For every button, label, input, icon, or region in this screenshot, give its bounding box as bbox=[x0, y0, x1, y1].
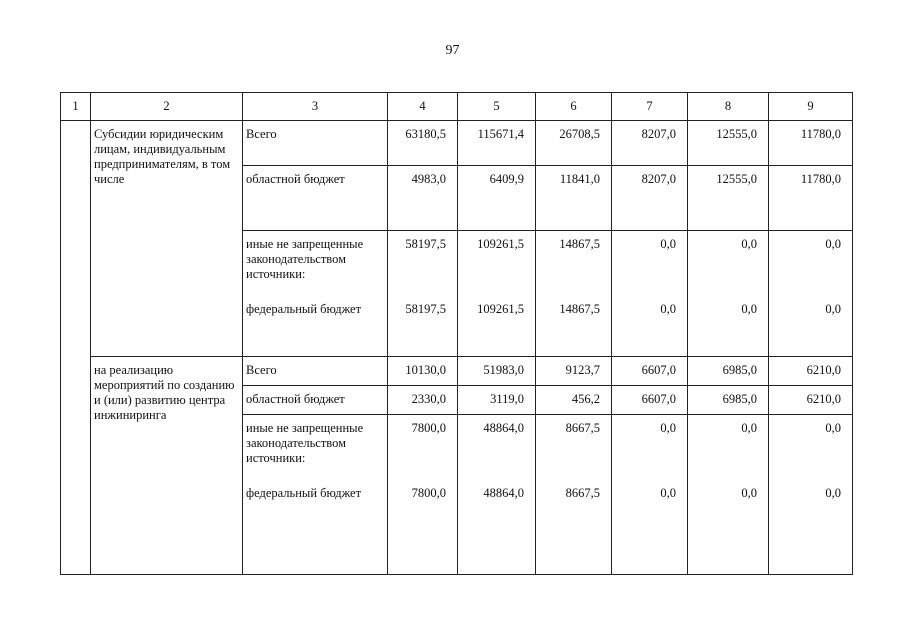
value: 7800,0 bbox=[411, 421, 446, 435]
value-group bbox=[388, 231, 446, 317]
gap bbox=[536, 252, 600, 302]
value-cell bbox=[769, 166, 853, 231]
gap bbox=[246, 282, 387, 302]
value-group bbox=[612, 231, 676, 317]
sub-value: 58197,5 bbox=[405, 302, 446, 316]
gap bbox=[246, 466, 387, 486]
value-cell bbox=[688, 121, 769, 166]
col-header-1: 1 bbox=[61, 93, 91, 121]
row-number-cell bbox=[61, 121, 91, 575]
page-number: 97 bbox=[445, 43, 460, 58]
gap bbox=[769, 252, 841, 302]
value: 0,0 bbox=[825, 421, 841, 435]
value-cell bbox=[688, 386, 769, 415]
value-group bbox=[769, 415, 841, 501]
value: 0,0 bbox=[741, 421, 757, 435]
sub-value: 0,0 bbox=[741, 302, 757, 316]
value-group bbox=[536, 415, 600, 501]
value: 11780,0 bbox=[800, 127, 841, 141]
value-cell bbox=[769, 386, 853, 415]
value-group bbox=[536, 231, 600, 317]
value-cell bbox=[536, 415, 612, 575]
table-row bbox=[61, 121, 853, 166]
value-cell bbox=[536, 231, 612, 357]
value-cell bbox=[612, 166, 688, 231]
value: 6607,0 bbox=[641, 392, 676, 406]
table-row bbox=[61, 357, 853, 386]
sub-source-label: федеральный бюджет bbox=[246, 302, 362, 316]
value-cell bbox=[688, 357, 769, 386]
value-cell bbox=[688, 415, 769, 575]
value-cell bbox=[388, 386, 458, 415]
source-label: областной бюджет bbox=[246, 392, 345, 406]
sub-value: 109261,5 bbox=[477, 302, 524, 316]
source-cell bbox=[243, 121, 388, 166]
value-cell bbox=[612, 231, 688, 357]
value-cell bbox=[536, 386, 612, 415]
source-label: областной бюджет bbox=[246, 172, 345, 186]
gap bbox=[458, 252, 524, 302]
value-cell bbox=[458, 231, 536, 357]
value: 2330,0 bbox=[411, 392, 446, 406]
col-header-9: 9 bbox=[769, 93, 853, 121]
value: 8207,0 bbox=[641, 172, 676, 186]
value: 63180,5 bbox=[405, 127, 446, 141]
gap bbox=[612, 436, 676, 486]
sub-value: 0,0 bbox=[660, 302, 676, 316]
gap bbox=[688, 252, 757, 302]
col-header-2: 2 bbox=[91, 93, 243, 121]
value-cell bbox=[769, 415, 853, 575]
value-cell bbox=[536, 166, 612, 231]
value-group bbox=[688, 415, 757, 501]
value: 0,0 bbox=[741, 237, 757, 251]
value: 0,0 bbox=[660, 421, 676, 435]
value: 8667,5 bbox=[565, 421, 600, 435]
sub-value: 7800,0 bbox=[411, 486, 446, 500]
section-name-cell bbox=[91, 121, 243, 357]
value-group bbox=[688, 231, 757, 317]
col-header-3: 3 bbox=[243, 93, 388, 121]
section-name: на реализацию мероприятий по созданию и (или) развитию центра инжиниринга bbox=[94, 363, 235, 422]
value-group bbox=[769, 231, 841, 317]
source-label: иные не запрещенные законодательством источники: bbox=[246, 421, 364, 465]
value-cell bbox=[612, 357, 688, 386]
value: 51983,0 bbox=[483, 363, 524, 377]
value-cell bbox=[458, 166, 536, 231]
value-group bbox=[388, 415, 446, 501]
value-cell bbox=[388, 357, 458, 386]
source-cell bbox=[243, 166, 388, 231]
gap bbox=[769, 436, 841, 486]
value-cell bbox=[388, 166, 458, 231]
gap bbox=[612, 252, 676, 302]
value: 10130,0 bbox=[405, 363, 446, 377]
value: 12555,0 bbox=[716, 127, 757, 141]
sub-value: 14867,5 bbox=[559, 302, 600, 316]
value-cell bbox=[536, 121, 612, 166]
value-cell bbox=[388, 415, 458, 575]
value: 109261,5 bbox=[477, 237, 524, 251]
value: 6985,0 bbox=[722, 363, 757, 377]
value: 6607,0 bbox=[641, 363, 676, 377]
value: 6985,0 bbox=[722, 392, 757, 406]
sub-value: 48864,0 bbox=[483, 486, 524, 500]
value: 4983,0 bbox=[411, 172, 446, 186]
value-cell bbox=[612, 121, 688, 166]
gap bbox=[688, 436, 757, 486]
col-header-7: 7 bbox=[612, 93, 688, 121]
sub-value: 0,0 bbox=[825, 486, 841, 500]
value: 12555,0 bbox=[716, 172, 757, 186]
value-cell bbox=[458, 386, 536, 415]
value: 9123,7 bbox=[565, 363, 600, 377]
col-header-8: 8 bbox=[688, 93, 769, 121]
value: 48864,0 bbox=[483, 421, 524, 435]
source-label: Всего bbox=[246, 127, 277, 141]
sub-source-label: федеральный бюджет bbox=[246, 486, 362, 500]
source-label: иные не запрещенные законодательством источники: bbox=[246, 237, 364, 281]
source-cell bbox=[243, 231, 388, 357]
value: 0,0 bbox=[825, 237, 841, 251]
source-cell bbox=[243, 357, 388, 386]
section-name: Субсидии юридическим лицам, индивидуальным предпринимателям, в том числе bbox=[94, 127, 231, 186]
value-cell bbox=[769, 357, 853, 386]
value-cell bbox=[458, 121, 536, 166]
value: 0,0 bbox=[660, 237, 676, 251]
value-cell bbox=[688, 166, 769, 231]
value: 456,2 bbox=[571, 392, 600, 406]
value: 115671,4 bbox=[477, 127, 524, 141]
gap bbox=[536, 436, 600, 486]
source-cell bbox=[243, 415, 388, 575]
source-cell bbox=[243, 386, 388, 415]
gap bbox=[388, 252, 446, 302]
sub-value: 0,0 bbox=[660, 486, 676, 500]
value-cell bbox=[388, 121, 458, 166]
value: 11841,0 bbox=[559, 172, 600, 186]
budget-table bbox=[60, 92, 853, 575]
value-group bbox=[458, 415, 524, 501]
value-cell bbox=[388, 231, 458, 357]
value-cell bbox=[612, 415, 688, 575]
value: 14867,5 bbox=[559, 237, 600, 251]
source-group bbox=[246, 231, 387, 317]
col-header-6: 6 bbox=[536, 93, 612, 121]
gap bbox=[458, 436, 524, 486]
value: 6210,0 bbox=[806, 392, 841, 406]
header-row bbox=[61, 93, 853, 121]
col-header-5: 5 bbox=[458, 93, 536, 121]
value: 8207,0 bbox=[641, 127, 676, 141]
col-header-4: 4 bbox=[388, 93, 458, 121]
value-cell bbox=[769, 121, 853, 166]
section-name-cell bbox=[91, 357, 243, 575]
source-group bbox=[246, 415, 387, 501]
sub-value: 8667,5 bbox=[565, 486, 600, 500]
value: 6409,9 bbox=[489, 172, 524, 186]
value-cell bbox=[688, 231, 769, 357]
value: 26708,5 bbox=[559, 127, 600, 141]
value-group bbox=[612, 415, 676, 501]
value: 11780,0 bbox=[800, 172, 841, 186]
value: 3119,0 bbox=[490, 392, 524, 406]
sub-value: 0,0 bbox=[825, 302, 841, 316]
value: 58197,5 bbox=[405, 237, 446, 251]
value: 6210,0 bbox=[806, 363, 841, 377]
value-group bbox=[458, 231, 524, 317]
sub-value: 0,0 bbox=[741, 486, 757, 500]
value-cell bbox=[536, 357, 612, 386]
value-cell bbox=[458, 357, 536, 386]
value-cell bbox=[458, 415, 536, 575]
gap bbox=[388, 436, 446, 486]
source-label: Всего bbox=[246, 363, 277, 377]
value-cell bbox=[612, 386, 688, 415]
value-cell bbox=[769, 231, 853, 357]
